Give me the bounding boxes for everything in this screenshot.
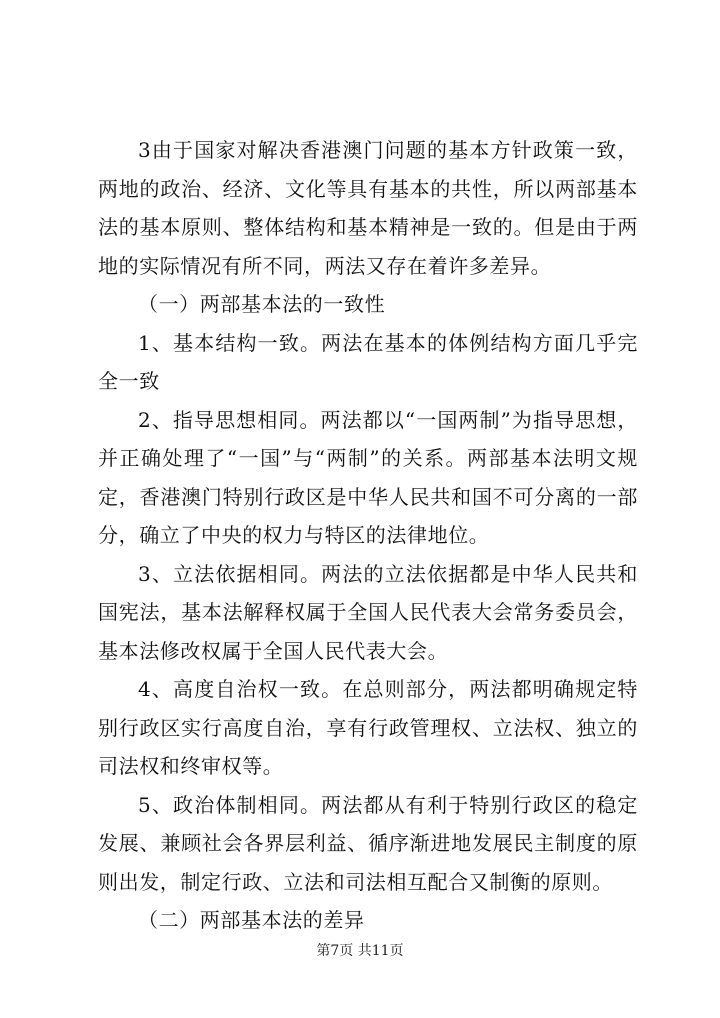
paragraph-point-5: 5、政治体制相同。两法都从有利于特别行政区的稳定发展、兼顾社会各界层利益、循序渐进地发展民主制度的原则出发，制定行政、立法和司法相互配合又制衡的原则。 (98, 792, 638, 894)
section-heading-consistency: （一）两部基本法的一致性 (138, 292, 386, 316)
paragraph-intro: 3由于国家对解决香港澳门问题的基本方针政策一致，两地的政治、经济、文化等具有基本的共性，所以两部基本法的基本原则、整体结构和基本精神是一致的。但是由于两地的实际情况有所不同，两法又存在着许多差异。 (98, 138, 638, 278)
paragraph-point-4: 4、高度自治权一致。在总则部分，两法都明确规定特别行政区实行高度自治，享有行政管理权、立法权、独立的司法权和终审权等。 (98, 677, 638, 778)
document-body (98, 131, 638, 940)
section-heading-differences: （二）两部基本法的差异 (138, 908, 365, 932)
paragraph-point-1: 1、基本结构一致。两法在基本的体例结构方面几乎完全一致 (98, 330, 638, 393)
paragraph-point-3: 3、立法依据相同。两法的立法依据都是中华人民共和国宪法，基本法解释权属于全国人民代表大会常务委员会，基本法修改权属于全国人民代表大会。 (98, 561, 638, 663)
page-number-footer: 第7页 共11页 (316, 943, 404, 959)
paragraph-point-2: 2、指导思想相同。两法都以“一国两制”为指导思想，并正确处理了“一国”与“两制”的关系。两部基本法明文规定，香港澳门特别行政区是中华人民共和国不可分离的一部分，确立了中央的权力与特区的法律地位。 (98, 407, 638, 547)
